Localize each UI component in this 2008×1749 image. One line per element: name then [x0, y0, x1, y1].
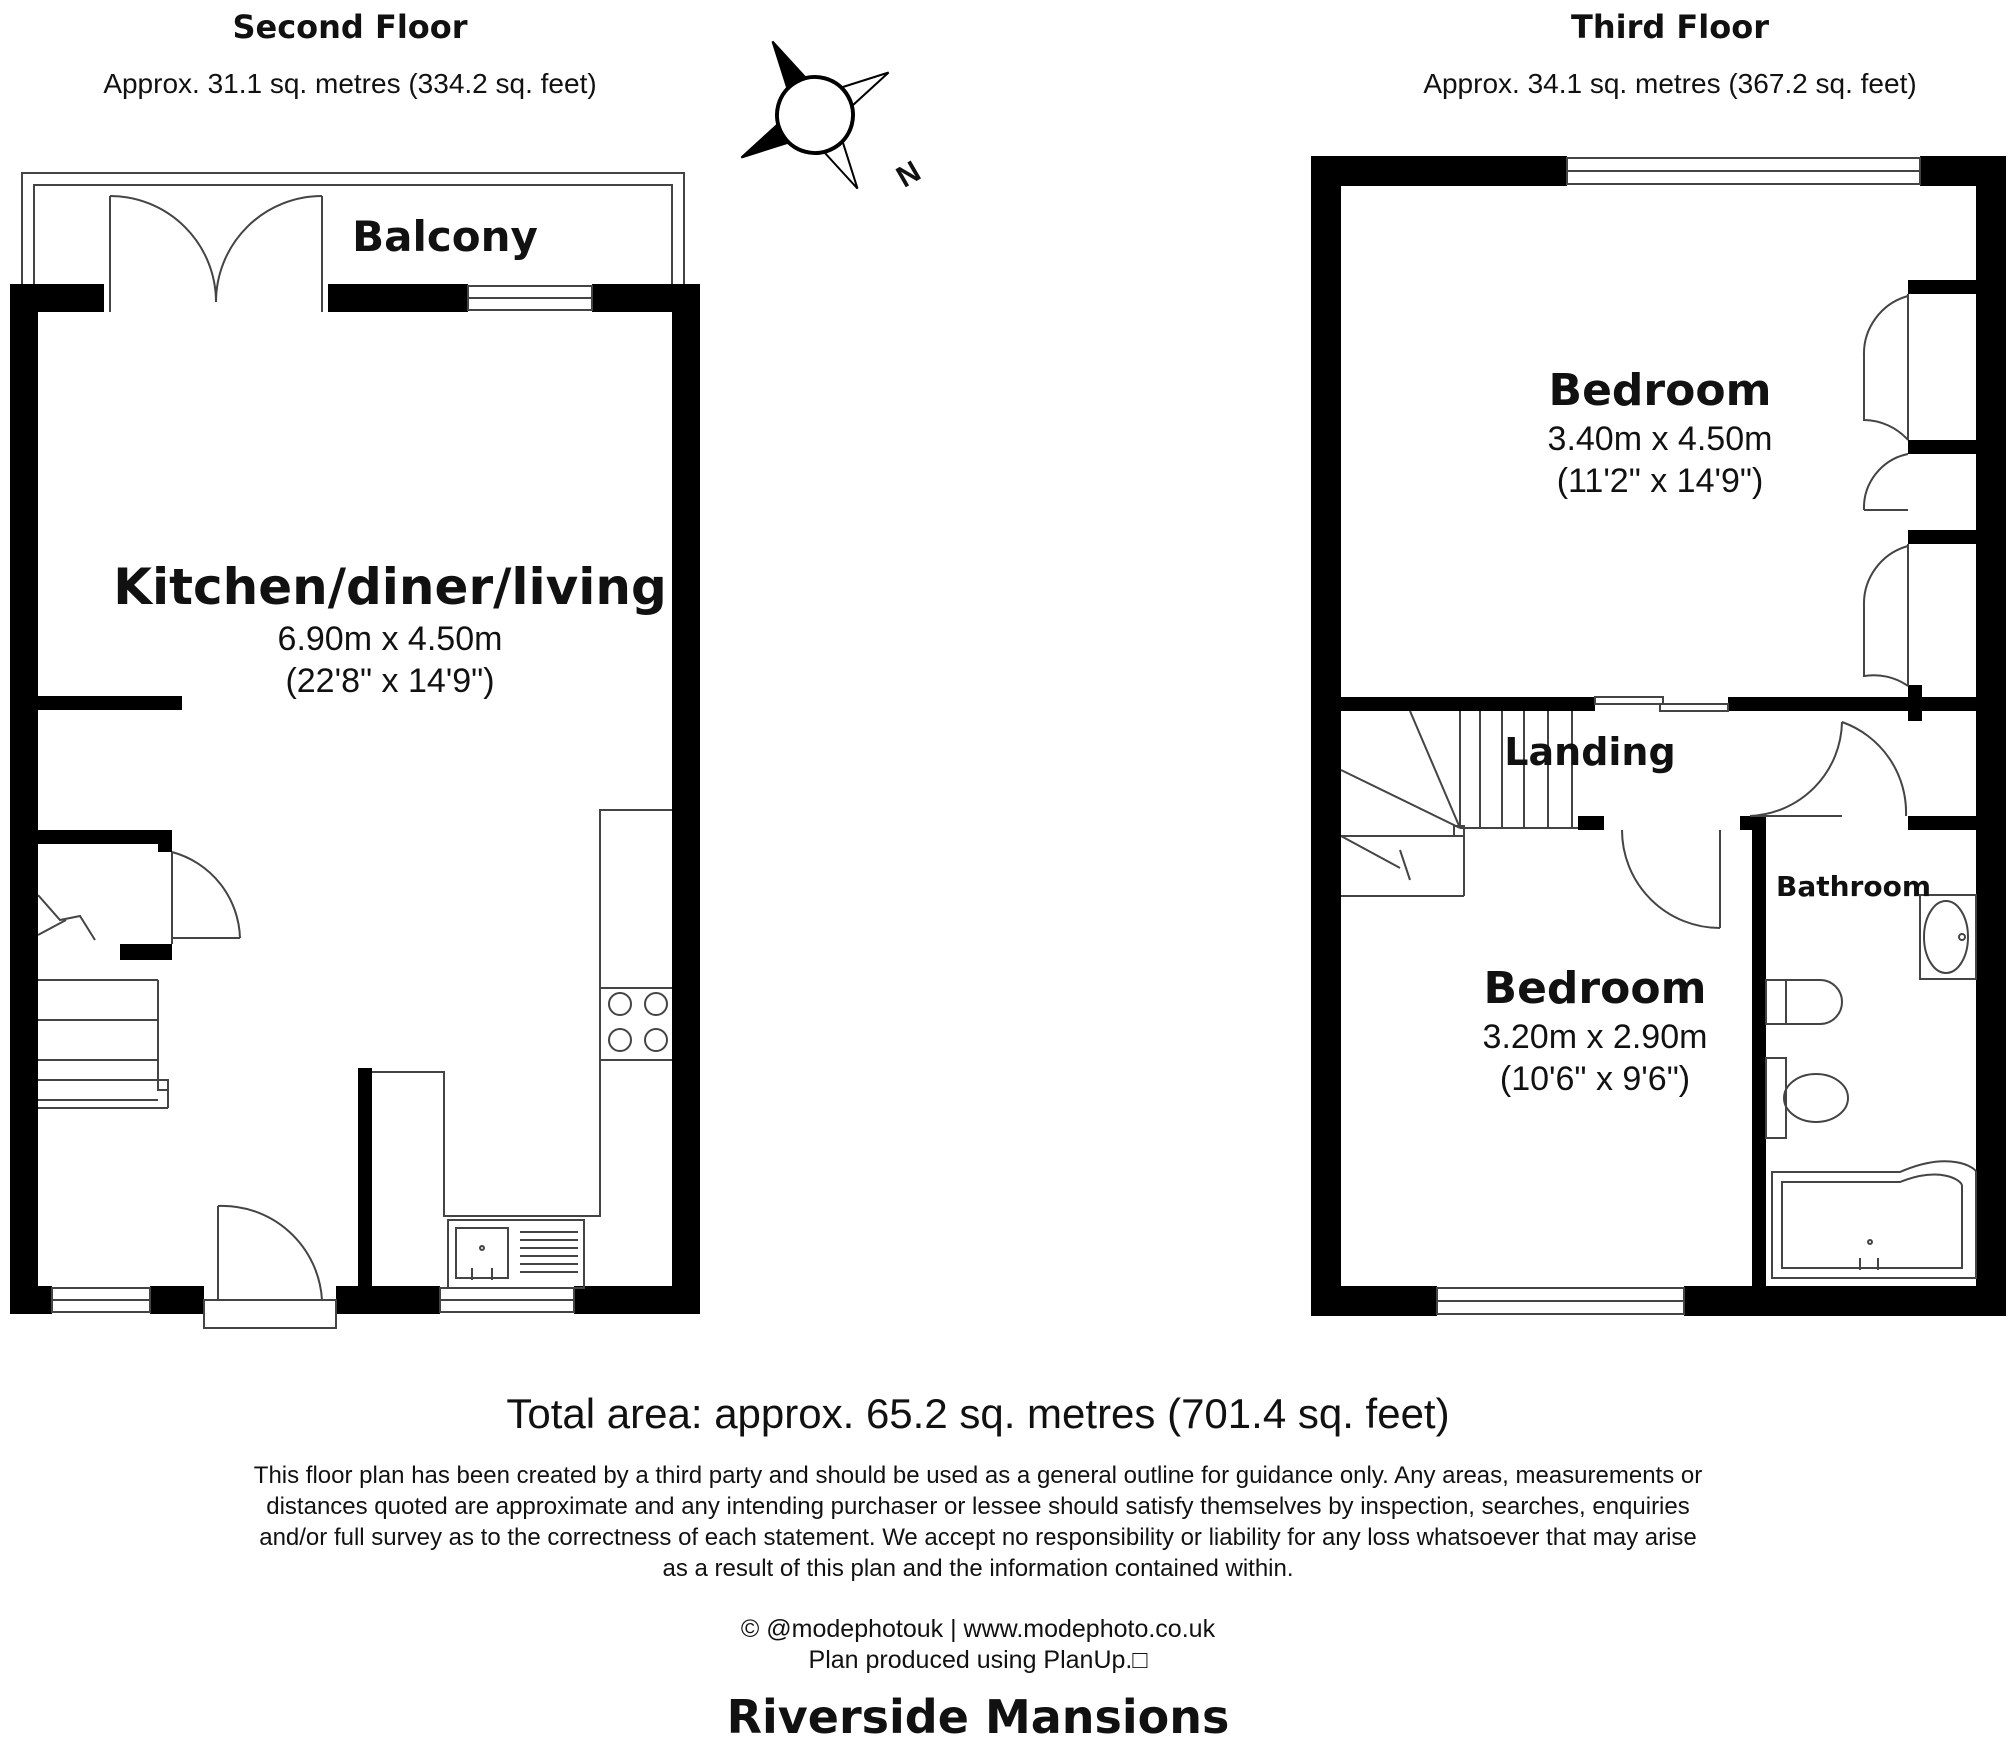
credit-line: Plan produced using PlanUp.□ [808, 1646, 1148, 1674]
room-bedroom-1 [1440, 364, 1880, 502]
cupboard-door [172, 852, 240, 944]
credit-line: © @modephotouk | www.modephoto.co.uk [740, 1615, 1216, 1643]
room-bedroom-2 [1440, 962, 1750, 1100]
second-floor-walls [10, 284, 700, 1314]
third-floor-area: Approx. 34.1 sq. metres (367.2 sq. feet) [1423, 68, 1917, 99]
compass-icon [699, 0, 931, 231]
total-area: Total area: approx. 65.2 sq. metres (701.4 sq. feet) [506, 1390, 1450, 1437]
sink-icon [448, 1220, 584, 1288]
compass-north-label: N [890, 154, 927, 195]
room-label-bedroom: Bedroom [1483, 963, 1707, 1014]
bath-icon [1772, 1161, 1976, 1278]
hob-icon [609, 993, 667, 1051]
disclaimer [0, 1460, 1956, 1584]
disclaimer-line: and/or full survey as to the correctness of each statement. We accept no responsibility or liability for any loss whatsoever that may arise [259, 1524, 1697, 1551]
toilet-icon [1766, 980, 1848, 1138]
sliding-door [1595, 697, 1728, 711]
second-floor-windows [52, 286, 592, 1312]
bathroom-door [1750, 722, 1906, 816]
room-label-landing: Landing [1504, 730, 1676, 774]
room-label-kitchen: Kitchen/diner/living [113, 558, 667, 616]
entrance-door [204, 1206, 336, 1328]
room-label-bedroom: Bedroom [1548, 365, 1772, 416]
balcony-french-doors [110, 196, 322, 312]
room-dims-imperial: (10'6" x 9'6") [1499, 1060, 1691, 1098]
room-dims-imperial: (22'8" x 14'9") [285, 662, 495, 700]
disclaimer-line: as a result of this plan and the information contained within. [662, 1555, 1294, 1582]
second-floor-plan [10, 173, 700, 1328]
room-dims-imperial: (11'2" x 14'9") [1556, 462, 1764, 500]
room-label-balcony: Balcony [352, 212, 538, 261]
bedroom-door [1622, 830, 1720, 928]
second-floor-area: Approx. 31.1 sq. metres (334.2 sq. feet) [103, 68, 597, 99]
second-floor-title: Second Floor [232, 8, 468, 46]
washbasin-icon [1920, 895, 1976, 979]
room-dims-metric: 3.20m x 2.90m [1482, 1018, 1708, 1056]
disclaimer-line: distances quoted are approximate and any intending purchaser or lessee should satisfy themselves by inspection, searches, enquiries [266, 1493, 1690, 1520]
disclaimer-line: This floor plan has been created by a third party and should be used as a general outline for guidance only. Any areas, measurements or [253, 1462, 1703, 1489]
room-dims-metric: 6.90m x 4.50m [277, 620, 503, 658]
third-floor-title: Third Floor [1571, 8, 1769, 46]
property-name: Riverside Mansions [726, 1690, 1230, 1744]
room-kitchen-diner-living [70, 556, 710, 702]
second-floor-stairs [38, 895, 168, 1108]
credit [0, 1614, 1956, 1676]
room-label-bathroom: Bathroom [1776, 870, 1932, 903]
room-dims-metric: 3.40m x 4.50m [1547, 420, 1773, 458]
